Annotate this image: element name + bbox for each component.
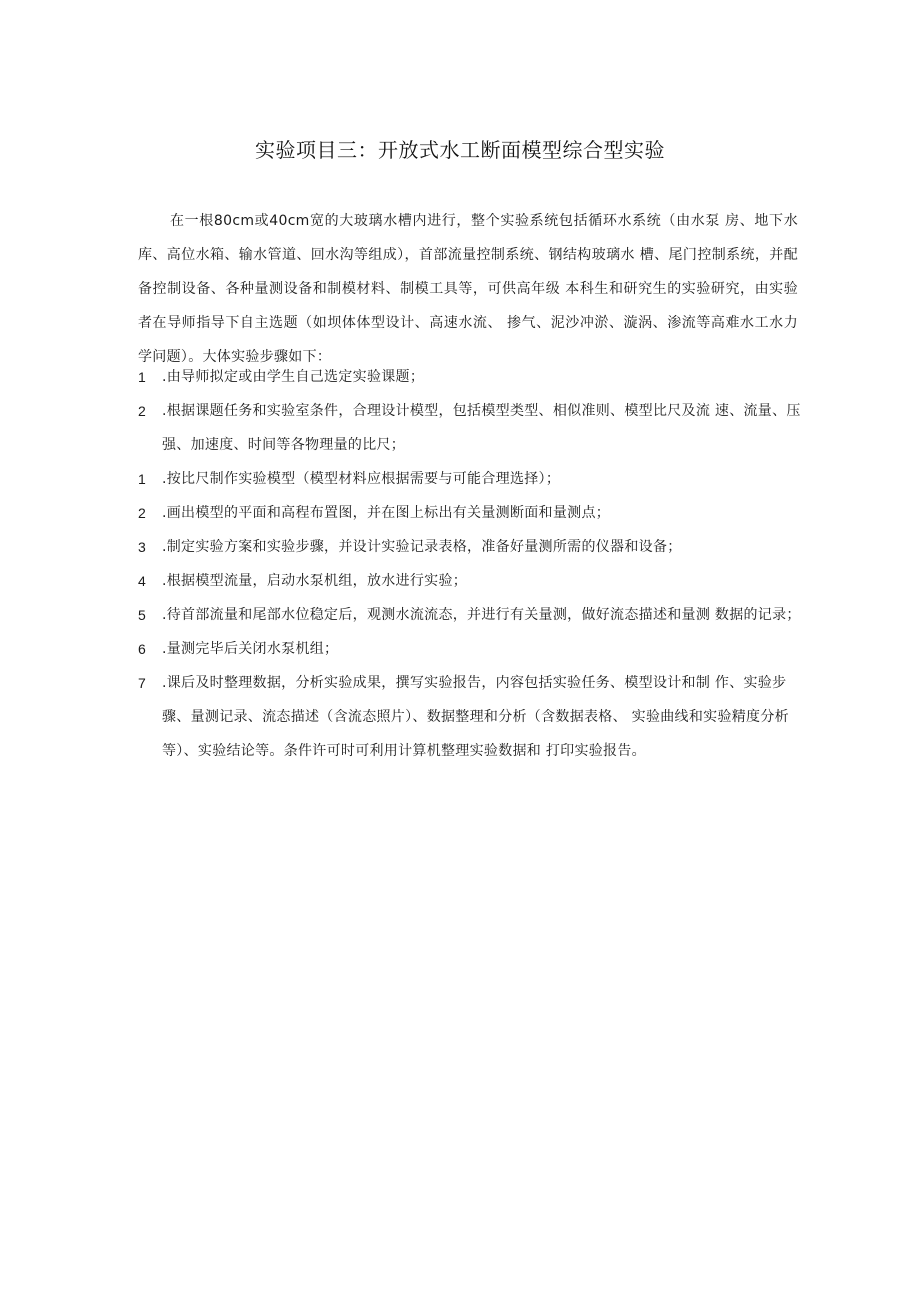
step-text: .待首部流量和尾部水位稳定后，观测水流流态，并进行有关量测，做好流态描述和量测 数据的记录； <box>162 607 801 623</box>
step-item <box>138 530 810 564</box>
step-text: .根据课题任务和实验室条件，合理设计模型，包括模型类型、相似准则、模型比尺及流 速、流量、压强、加速度、时间等各物理量的比尺； <box>162 403 801 453</box>
step-item <box>138 666 810 768</box>
document-title: 实验项目三：开放式水工断面模型综合型实验 <box>255 138 665 162</box>
step-number: 6 <box>138 641 147 657</box>
step-number: 5 <box>138 607 147 623</box>
step-number: 2 <box>138 403 147 419</box>
step-item <box>138 632 810 666</box>
step-number: 2 <box>138 505 147 521</box>
step-text: .量测完毕后关闭水泵机组； <box>162 641 339 657</box>
step-number: 4 <box>138 573 147 589</box>
step-number: 7 <box>138 675 147 691</box>
step-number: 3 <box>138 539 147 555</box>
step-list <box>138 360 810 768</box>
step-text: .制定实验方案和实验步骤，并设计实验记录表格，准备好量测所需的仪器和设备； <box>162 539 682 555</box>
step-text: .课后及时整理数据，分析实验成果，撰写实验报告，内容包括实验任务、模型设计和制 作、实验步骤、量测记录、流态描述（含流态照片）、数据整理和分析（含数据表格、 实验曲线和实验精度分析等）、实验结论等。条件许可时可利用计算机整理实验数据和 打印实验报告。 <box>162 675 789 759</box>
step-text: .按比尺制作实验模型（模型材料应根据需要与可能合理选择）； <box>162 471 561 487</box>
step-item <box>138 360 810 394</box>
step-item <box>138 564 810 598</box>
step-text: .根据模型流量，启动水泵机组，放水进行实验； <box>162 573 468 589</box>
step-number: 1 <box>138 369 147 385</box>
step-item <box>138 598 810 632</box>
step-number: 1 <box>138 471 147 487</box>
step-item <box>138 394 810 462</box>
step-text: .画出模型的平面和高程布置图，并在图上标出有关量测断面和量测点； <box>162 505 611 521</box>
step-item <box>138 462 810 496</box>
step-item <box>138 496 810 530</box>
intro-paragraph: 在一根80cm或40cm宽的大玻璃水槽内进行，整个实验系统包括循环水系统（由水泵 房、地下水库、高位水箱、输水管道、回水沟等组成），首部流量控制系统、钢结构玻璃水 槽、尾门控制系统，并配备控制设备、各种量测设备和制模材料、制模工具等，可供高年级 本科生和研究生的实验研究，由实验者在导师指导下自主选题（如坝体体型设计、高速水流、 掺气、泥沙冲淤、漩涡、渗流等高难水工水力学问题）。大体实验步骤如下： <box>138 213 798 365</box>
step-text: .由导师拟定或由学生自己选定实验课题； <box>162 369 425 385</box>
